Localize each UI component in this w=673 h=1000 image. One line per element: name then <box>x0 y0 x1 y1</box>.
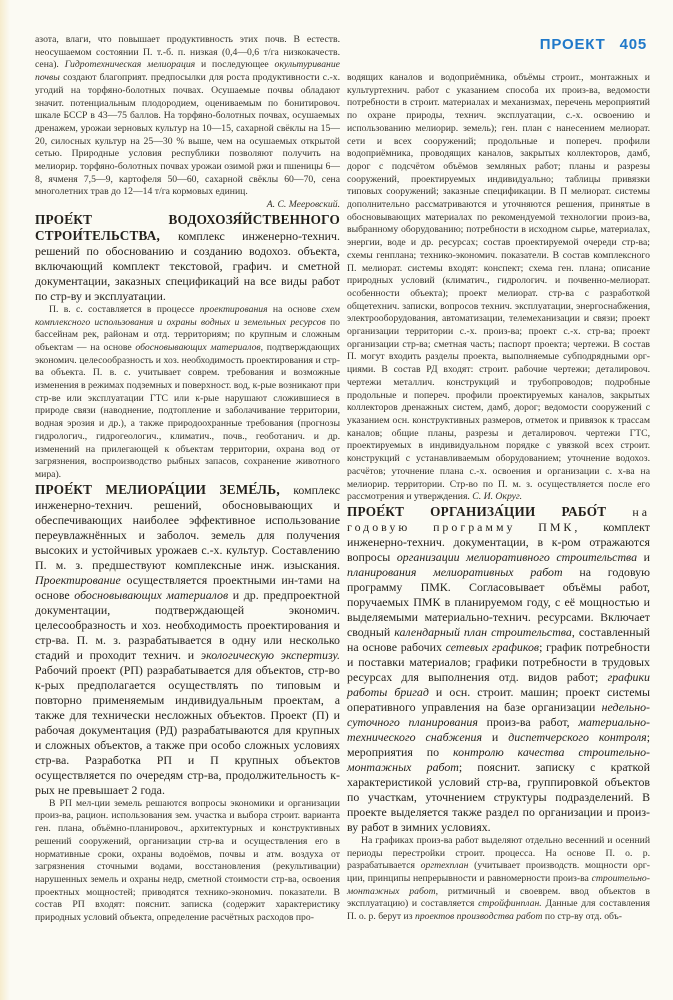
paragraph-rp-land-reclamation-details: В РП мел-ции земель решаются вопросы экономики и организации произ-ва, рацион. использования зем. участка и выбора строит. варианта ген. плана, объёмно-планировоч., архитектурных и конструктивных решений сооружений, организации стр-ва и осуществления его в нормативные сроки, охраны водоёмов, почвы и атм. воздуха от загрязнения сточными водами, восстановления (рекультивации) нарушенных земель и охраны недр, сметной стоимости стр-ва, освоения проектных мощностей; приводятся технико-экономич. показатели. В состав РП входят: пояснит. записка (содержит характеристику природных условий объекта, определение расчётных расходов про- <box>35 797 340 924</box>
left-column <box>35 34 340 925</box>
article-project-land-reclamation: ПРОЕ́КТ МЕЛИОРА́ЦИИ ЗЕМЕ́ЛЬ, комплекс инженерно-технич. решений, обосновывающих и обеспечивающих наиболее эффективное использование переувлажнённых и заболоч. земель для получения высоких и устойчивых урожаев с.-х. культур. Составлению П. м. з. предшествуют комплексные инж. изыскания. Проектирование осуществляется проектными ин-тами на основе обосновывающих материалов и др. предпроектной документации, подтверждающей экономич. целесообразность и хоз. необходимость проектирования и стр-ва. П. м. з. разрабатывается в одну или несколько стадий и проходит технич. и экологическую экспертизу. Рабочий проект (РП) разрабатывается для объектов, стр-во к-рых предполагается осуществлять по типовым и повторно применяемым индивидуальным проектам, а также для технически несложных объектов. Проект (П) и рабочая документация (РД) разрабатываются для крупных и сложных объектов, а также при особо сложных условиях стр-ва. Разработка РП и П крупных объектов осуществляется по очередям стр-ва, продолжительность к-рых не превышает 2 года. <box>35 481 340 797</box>
paragraph-por-details: На графиках произ-ва работ выделяют отдельно весенний и осенний периоды перестройки строит. процесса. На основе П. о. р. разрабатывается оргтехплан (учитывает производств. мощности орг-ции, принципы непрерывности и равномерности произ-ва строительно-монтажных работ, ритмичный и своеврем. ввод объектов в эксплуатацию) и составляется стройфинплан. Данные для составления П. о. р. берут из проектов производства работ по стр-ву отд. объ- <box>347 834 650 923</box>
running-head-word: ПРОЕКТ <box>539 36 606 53</box>
right-column <box>347 72 650 924</box>
running-head <box>540 36 647 53</box>
article-project-water-management-construction: ПРОЕ́КТ ВОДОХОЗЯ́ЙСТВЕННОГО СТРОИ́ТЕЛЬСТВА, комплекс инженерно-технич. решений по обоснованию и созданию водохоз. объекта, включающий комплект текстовой, графич. и сметной документации, заказных спецификаций на все виды работ по стр-ву и эксплуатации. <box>35 211 340 303</box>
continuation-paragraph-peat-bog-soils: азота, влаги, что повышает продуктивность этих почв. В естеств. неосушаемом состоянии П. т.-б. п. низкая (0,4—0,6 т/га низкокачеств. сена). Гидротехническая мелиорация и последующее окультуривание почвы создают благоприят. предпосылки для роста продуктивности с.-х. угодий на торфяно-болотных почвах. Осушаемые почвы обладают значит. потенциальным плодородием, оцениваемым по бонитировоч. шкале БССР в 43—75 баллов. На торфяно-болотных почвах, осушаемых дренажем, урожаи зерновых культур на 10—15, сахарной свёклы на 15—20, силосных культур на 25—30 % выше, чем на осушаемых открытой сетью. Природные условия республики позволяют получить на мелиорир. торфяно-болотных почвах урожаи озимой ржи и пшеницы 6—8, ячменя 7,5—9, картофеля 50—60, сахарной свёклы 60—70, сена многолетних трав до 12—14 т/га кормовых единиц. <box>35 34 340 198</box>
page-scan-edge <box>0 0 10 1000</box>
continuation-paragraph-rp-contents: водящих каналов и водоприёмника, объёмы строит., монтажных и культуртехнич. работ с указанием способа их произ-ва, ведомости потребности в строит. материалах и механизмах, перечень мероприятий по охране природы, технич. эксплуатации, с.-х. освоению и использованию мелиорир. земель); ген. план с нанесением мелиорат. сети и всех сооружений; продольные и попереч. профили водоприёмника, проводящих каналов, закрытых коллекторов, дамб, дорог с подсчётом объёмов земляных работ; планы и разрезы сооружений, проектируемых индивидуально; таблицы привязки типовых сооружений; заказные спецификации. В П мелиорат. системы дополнительно рассматриваются и уточняются решения, принятые в обосновывающих материалах по рекомендуемой технологии произ-ва, выбранному оборудованию; потребности в исходном сырье, материалах, энергии, воде и др. ресурсах; состав проектируемой очереди стр-ва; схемы генплана; технико-экономич. показатели. В состав комплексного П. мелиорат. системы входят: конспект; схема ген. плана; описание природных условий (климатич., гидрологич. и почвенно-мелиорат. особенности объекта); проект мелиорат. стр-ва с разработкой общетехнич. записки, вопросов технич. эксплуатации, энергоснабжения, электрооборудования, автоматизации, телемеханизации и связи; проект организации территории с.-х. произ-ва; проект с.-х. стр-ва; проект организации стр-ва; сметная часть; паспорт проекта; чертежи. В состав П. могут входить разделы проекта, выполняемые субподрядными орг-циями. В состав РД входят: строит. рабочие чертежи; деталировоч. чертежи металлич. конструкций и трубопроводов; подробные продольные и попереч. профили проектируемых каналов, закрытых коллекторов дренажных систем, дамб, дорог; ведомости сооружений с указанием осн. конструктивных размеров, отметок и привязок к трассам каналов; общие планы, разрезы и деталировоч. чертежи ГТС, проектируемых в индивидуальном порядке с увязкой всех строит. конструкций с устанавливаемым оборудованием; уточнение водохоз. расчётов; уточнение плана с.-х. освоения и организации с. х-ва на мелиорир. территории. Стр-во по П. м. з. осуществляется после его рассмотрения и утверждения. С. И. Округ. <box>347 72 650 503</box>
paragraph-pvs-details: П. в. с. составляется в процессе проектирования на основе схем комплексного использования и охраны водных и земельных ресурсов по бассейнам рек, районам и отд. территориям; по крупным и сложным объектам — на основе обосновывающих материалов, подтверждающих экономич. целесообразность и хоз. необходимость проектирования и стр-ва объекта. П. в. с. учитывает соврем. требования и возможные изменения в режимах подземных и поверхност. вод, к-рые возникают при стр-ве или эксплуатации ГТС или к-рые нарушают сложившиеся в природе связи (наводнение, подтопление и заболачивание территории, водная эрозия и др.), а также природоохранные требования (прогнозы гидрологич., гидрогеологич., климатич., почв., геоботанич. и др. изменений на прилегающей к объектам территории, охрана вод от загрязнения, воспроизводство рыбных запасов, сохранение животного мира). <box>35 303 340 480</box>
page-number: 405 <box>619 36 647 53</box>
author-signature: А. С. Мееровский. <box>266 199 340 211</box>
article-project-organization-of-works: ПРОЕ́КТ ОРГАНИЗА́ЦИИ РАБО́Т на годовую программу ПМК, комплект инженерно-технич. документации, в к-ром отражаются вопросы организации мелиоративного строительства и планирования мелиоративных работ на годовую программу ПМК. Согласовывает объёмы работ, поручаемых ПМК в планируемом году, с её мощностью и выделяемыми материально-технич. ресурсами. Включает сводный календарный план строительства, составленный на основе рабочих сетевых графиков; график потребности и поставки материалов; графики потребности в трудовых ресурсах для выполнения отд. видов работ; графики работы бригад и осн. строит. машин; проект системы оперативного управления на базе организации недельно-суточного планирования произ-ва работ, материально-технического снабжения и диспетчерского контроля; мероприятия по контролю качества строительно-монтажных работ; пояснит. записку с краткой характеристикой условий стр-ва, группировкой объектов по участкам, уточнением структуры подразделений. В проекте выделяется также раздел по организации и произ-ву работ в зимних условиях. <box>347 503 651 834</box>
